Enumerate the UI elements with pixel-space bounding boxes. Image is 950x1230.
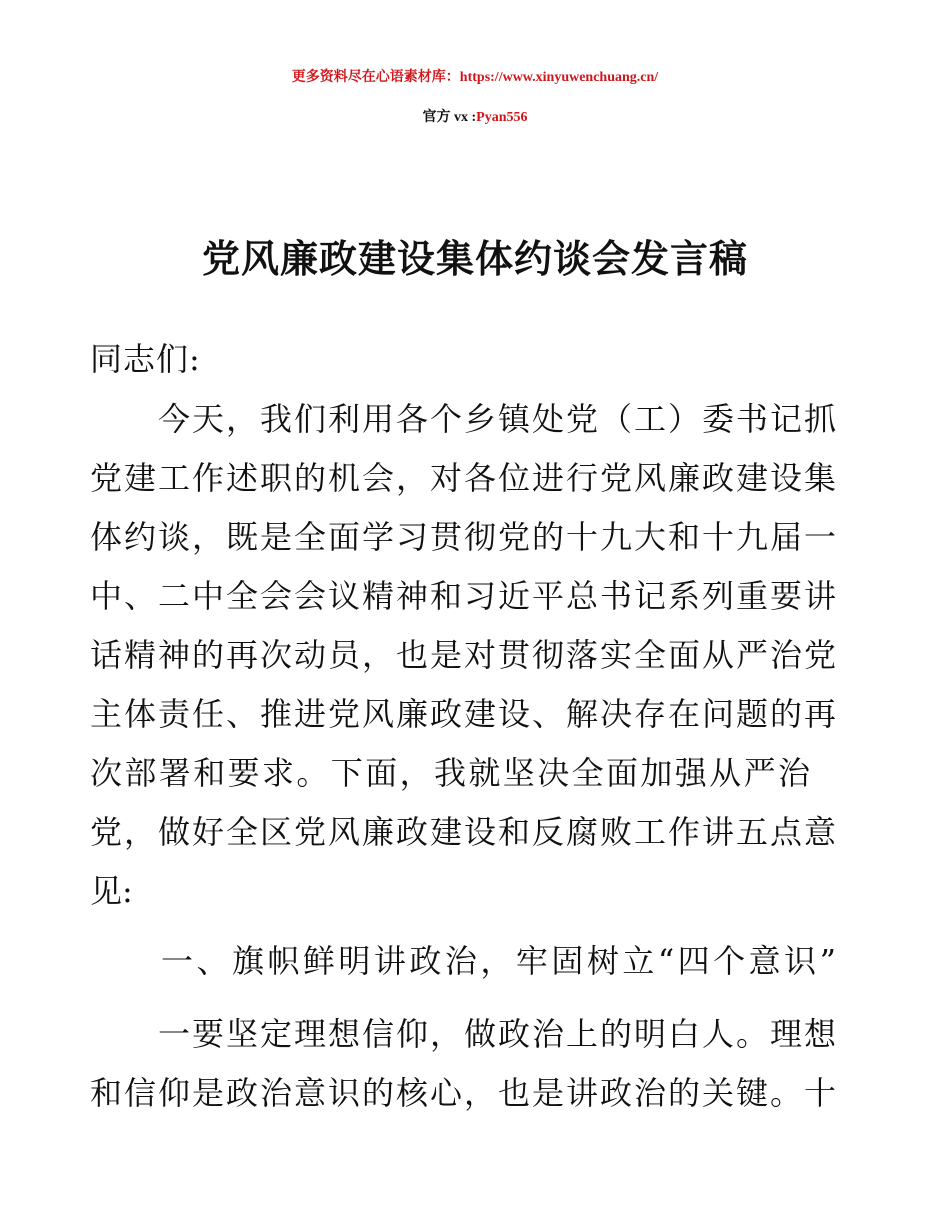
body-line: 和信仰是政治意识的核心，也是讲政治的关键。十: [90, 1074, 836, 1112]
body-line: 中、二中全会会议精神和习近平总书记系列重要讲: [90, 577, 836, 615]
body-line: 见:: [90, 872, 133, 910]
vx-label: 官方 vx :: [422, 110, 477, 125]
body-line: 话精神的再次动员，也是对贯彻落实全面从严治党: [90, 636, 836, 674]
body-line: 党建工作述职的机会，对各位进行党风廉政建设集: [90, 459, 836, 497]
resource-label: 更多资料尽在心语素材库：: [291, 70, 460, 85]
section-heading: 一、旗帜鲜明讲政治，牢固树立“四个意识”: [90, 942, 836, 980]
body-line: 主体责任、推进党风廉政建设、解决存在问题的再: [90, 695, 836, 733]
vx-id: Pyan556: [476, 110, 528, 125]
resource-header: [0, 66, 950, 86]
body-line: 今天，我们利用各个乡镇处党（工）委书记抓: [90, 400, 836, 438]
body-line: 次部署和要求。下面，我就坚决全面加强从严治: [90, 754, 810, 792]
salutation: 同志们:: [90, 340, 201, 378]
body-line: 一要坚定理想信仰，做政治上的明白人。理想: [90, 1015, 836, 1053]
body-line: 体约谈，既是全面学习贯彻党的十九大和十九届一: [90, 518, 836, 556]
document-title: 党风廉政建设集体约谈会发言稿: [201, 236, 748, 281]
resource-url-link[interactable]: https://www.xinyuwenchuang.cn/: [459, 70, 659, 85]
vx-header: [0, 106, 950, 126]
body-line: 党，做好全区党风廉政建设和反腐败工作讲五点意: [90, 813, 836, 851]
